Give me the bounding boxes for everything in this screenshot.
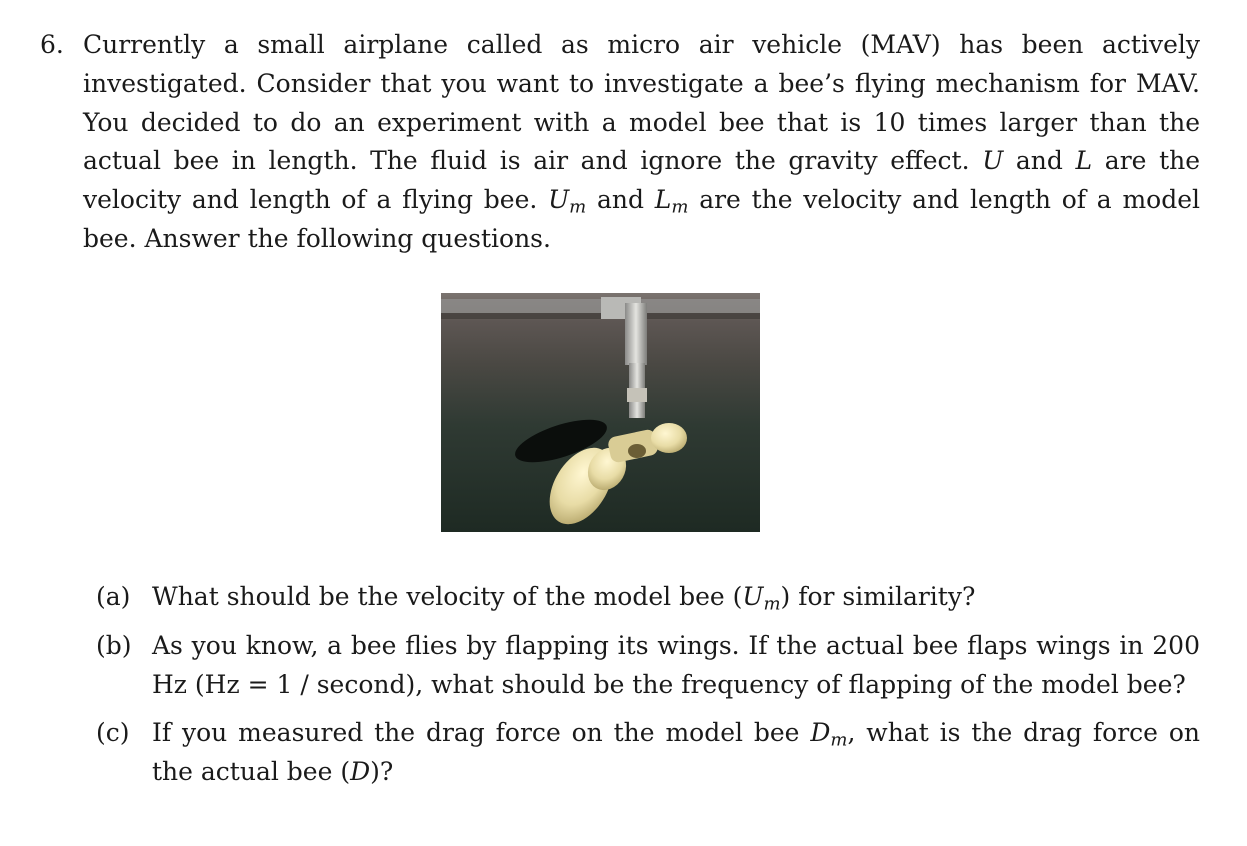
problem-and-1: and (1003, 146, 1076, 176)
question-c-symbol-sub: m (830, 729, 848, 751)
problem-intro: Currently a small airplane called as micro air vehicle (MAV) has been actively investigated. Consider that you want to investigate a bee’s flying mechanism for MAV. You decided to do an experiment with a model bee that is 10 times larger than the actual bee in length. The fluid is air and ignore the gravity effect. (83, 30, 1200, 176)
question-list (96, 578, 1200, 802)
question-a-post: ) for similarity? (780, 582, 976, 611)
question-a-text (152, 578, 1200, 617)
question-a-symbol-sub: m (763, 593, 781, 615)
problem-and-2: and (586, 185, 655, 215)
question-a-label: (a) (96, 582, 131, 611)
question-c-symbol-D: D (350, 757, 371, 787)
model-bee-photo (441, 293, 760, 532)
problem-6 (40, 26, 1200, 259)
question-c-post: )? (370, 757, 394, 787)
problem-statement (83, 26, 1200, 259)
question-b-label: (b) (96, 630, 132, 660)
question-c-label: (c) (96, 718, 130, 748)
question-c-pre: If you measured the drag force on the model bee (152, 718, 811, 748)
problem-definition-2: are the velocity and length of a model bee. Answer the following questions. (83, 185, 1200, 253)
question-a-symbol-base: U (742, 582, 764, 611)
symbol-U: U (982, 146, 1004, 176)
question-c-mid: , what is the drag force on the actual bee ( (152, 718, 1200, 787)
question-c (96, 714, 1200, 792)
question-b (96, 627, 1200, 705)
symbol-L: L (1075, 146, 1093, 176)
problem-definition-1: are the velocity and length of a flying bee. (83, 146, 1201, 215)
question-c-symbol-base: D (810, 718, 831, 748)
question-c-text (152, 714, 1200, 792)
question-a (96, 578, 1200, 617)
question-a-pre: What should be the velocity of the model bee ( (152, 582, 743, 611)
symbol-Lm-sub: m (671, 196, 689, 218)
symbol-Lm-base: L (654, 185, 672, 215)
question-b-text: As you know, a bee flies by flapping its wings. If the actual bee flaps wings in 200 Hz (Hz = 1 / second), what should be the frequency of flapping of the model bee? (152, 630, 1200, 699)
symbol-Um-sub: m (569, 196, 587, 218)
problem-number: 6. (40, 30, 64, 59)
symbol-Um-base: U (548, 185, 570, 215)
